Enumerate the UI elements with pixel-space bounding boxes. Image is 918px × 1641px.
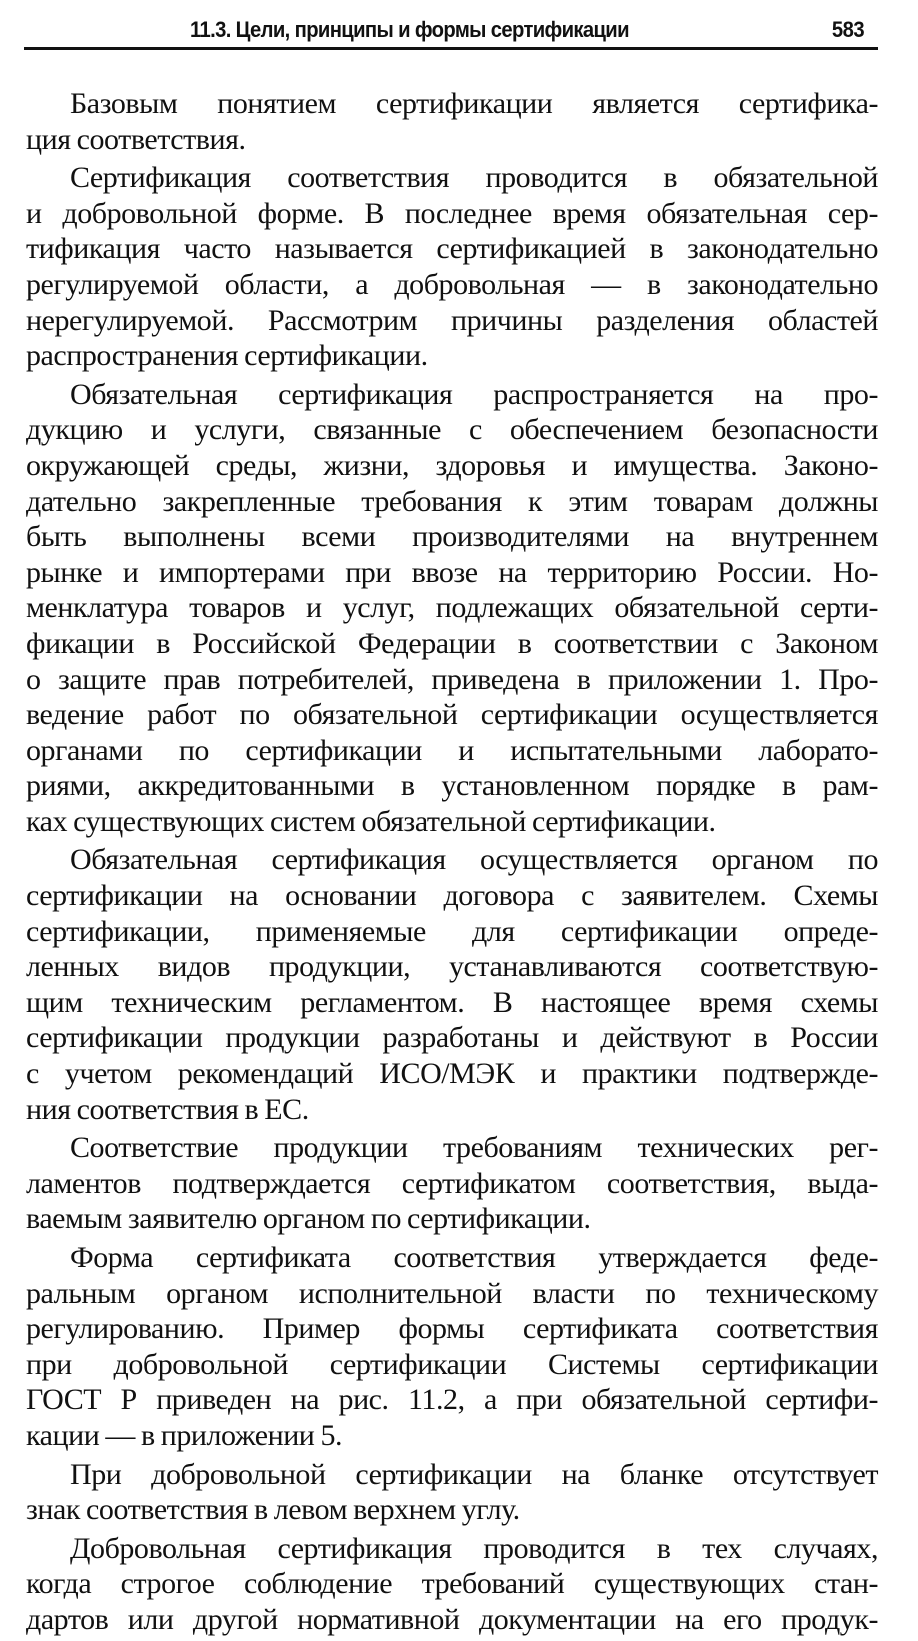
- text-line: при добровольной сертификации Системы сертификации: [26, 1347, 878, 1381]
- text-line: Обязательная сертификация осуществляется органом по: [70, 843, 878, 877]
- text-line: Сертификация соответствия проводится в обязательной: [70, 161, 878, 195]
- text-line: При добровольной сертификации на бланке отсутствует: [70, 1457, 878, 1491]
- text-line: с учетом рекомендаций ИСО/МЭК и практики подтвержде-: [26, 1057, 878, 1091]
- text-line: нерегулируемой. Рассмотрим причины разделения областей: [26, 303, 878, 337]
- text-line: менклатура товаров и услуг, подлежащих обязательной серти-: [26, 591, 878, 625]
- paragraph: [26, 1457, 878, 1528]
- text-line: дательно закрепленные требования к этим товарам должны: [26, 484, 878, 518]
- text-line: когда строгое соблюдение требований существующих стан-: [26, 1567, 878, 1601]
- text-line: о защите прав потребителей, приведена в приложении 1. Про-: [26, 662, 878, 696]
- text-line: ках существующих систем обязательной сертификации.: [26, 804, 716, 838]
- text-line: окружающей среды, жизни, здоровья и имущества. Законо-: [26, 448, 878, 482]
- text-line: ГОСТ Р приведен на рис. 11.2, а при обязательной сертифи-: [26, 1383, 878, 1417]
- text-line: Соответствие продукции требованиям технических рег-: [70, 1131, 878, 1165]
- text-line: распространения сертификации.: [26, 339, 428, 373]
- text-line: ваемым заявителю органом по сертификации.: [26, 1202, 591, 1236]
- text-line: Форма сертификата соответствия утверждается феде-: [70, 1241, 878, 1274]
- text-line: Базовым понятием сертификации является сертифика-: [70, 87, 878, 120]
- text-line: ламентов подтверждается сертификатом соответствия, выда-: [26, 1166, 878, 1200]
- text-line: Добровольная сертификация проводится в тех случаях,: [70, 1531, 878, 1565]
- text-line: риями, аккредитованными в установленном порядке в рам-: [26, 769, 878, 803]
- text-line: сертификации на основании договора с заявителем. Схемы: [26, 879, 878, 913]
- text-line: и добровольной форме. В последнее время обязательная сер-: [26, 196, 878, 230]
- text-line: кации — в приложении 5.: [26, 1418, 343, 1452]
- text-line: ния соответствия в ЕС.: [26, 1092, 309, 1126]
- text-line: органами по сертификации и испытательными лаборато-: [26, 733, 878, 767]
- running-head: [24, 10, 878, 50]
- text-line: быть выполнены всеми производителями на внутреннем: [26, 520, 878, 554]
- paragraph: [26, 1531, 878, 1638]
- body-text: [26, 86, 878, 1641]
- text-line: ральным органом исполнительной власти по техническому: [26, 1276, 878, 1310]
- paragraph: [26, 1130, 878, 1237]
- text-line: фикации в Российской Федерации в соответствии с Законом: [26, 626, 878, 660]
- chapter-title: 11.3. Цели, принципы и формы сертификации: [190, 17, 629, 42]
- text-line: регулируемой области, а добровольная — в законодательно: [26, 267, 878, 301]
- text-line: ленных видов продукции, устанавливаются соответствую-: [26, 950, 878, 984]
- text-line: сертификации продукции разработаны и действуют в России: [26, 1021, 878, 1055]
- text-line: знак соответствия в левом верхнем углу.: [26, 1493, 520, 1527]
- paragraph: [26, 377, 878, 840]
- text-line: дукцию и услуги, связанные с обеспечением безопасности: [26, 413, 878, 447]
- paragraph: [26, 1240, 878, 1454]
- text-line: сертификации, применяемые для сертификации опреде-: [26, 914, 878, 948]
- text-line: рынке и импортерами при ввозе на территорию России. Но-: [26, 555, 878, 589]
- text-line: дартов или другой нормативной документации на его продук-: [26, 1602, 878, 1636]
- text-line: Обязательная сертификация распространяется на про-: [70, 377, 878, 411]
- paragraph: [26, 86, 878, 157]
- text-line: тификация часто называется сертификацией в законодательно: [26, 232, 878, 266]
- paragraph: [26, 160, 878, 374]
- text-line: ция соответствия.: [26, 122, 246, 156]
- text-line: регулированию. Пример формы сертификата соответствия: [26, 1312, 878, 1346]
- text-line: ведение работ по обязательной сертификации осуществляется: [26, 698, 878, 732]
- page-number: 583: [831, 17, 864, 42]
- text-line: щим техническим регламентом. В настоящее время схемы: [26, 985, 878, 1019]
- paragraph: [26, 842, 878, 1127]
